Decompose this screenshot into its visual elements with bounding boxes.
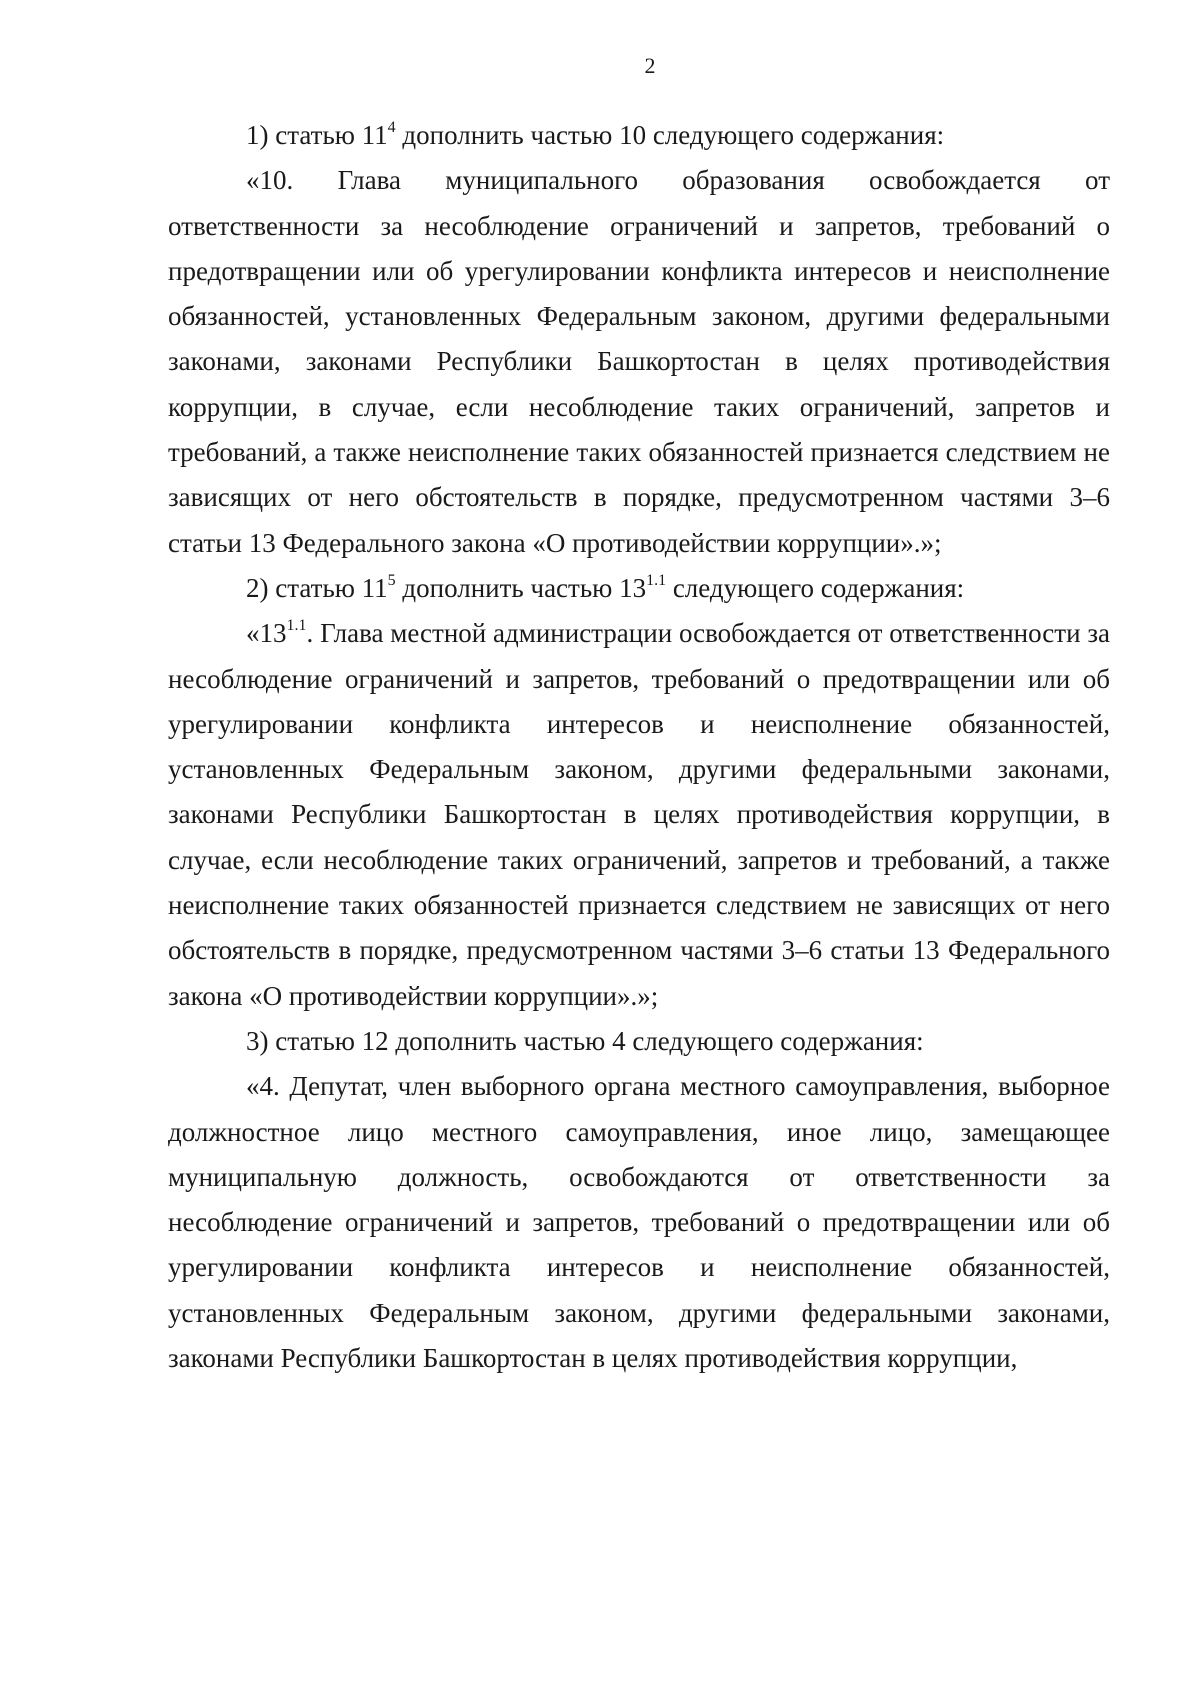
amendment-item-1: 1) статью $11^4$ дополнить частью 10 следующего содержания: [246, 119, 945, 150]
amendment-text-part-13-1-1: «$13^{1.1}$. Глава местной администрации освобождается от ответственности за несоблюдение ограничений и запретов, требований о предотвращении или об урегулировании конфликта интересов и неисполнение обязанностей, установленных Федеральным законом, другими федеральными законами, законами Республики Башкортостан в целях противодействия коррупции, в случае, если несоблюдение таких ограничений, запретов и требований, а также неисполнение таких обязанностей признается следствием не зависящих от него обстоятельств в порядке, предусмотренном частями 3–6 статьи 13 Федерального закона «О противодействии коррупции».»; [168, 617, 1110, 1011]
page-number: 2 [644, 53, 656, 78]
document-body [168, 113, 1110, 1381]
amendment-item-3: 3) статью 12 дополнить частью 4 следующего содержания: [246, 1025, 924, 1056]
amendment-text-part-10: «10. Глава муниципального образования освобождается от ответственности за несоблюдение ограничений и запретов, требований о предотвращении или об урегулировании конфликта интересов и неисполнение обязанностей, установленных Федеральным законом, другими федеральными законами, законами Республики Башкортостан в целях противодействия коррупции, в случае, если несоблюдение таких ограничений, запретов и требований, а также неисполнение таких обязанностей признается следствием не зависящих от него обстоятельств в порядке, предусмотренном частями 3–6 статьи 13 Федерального закона «О противодействии коррупции».»; [168, 165, 1110, 558]
amendment-text-part-4: «4. Депутат, член выборного органа местного самоуправления, выборное должностное лицо местного самоуправления, иное лицо, замещающее муниципальную должность, освобождаются от ответственности за несоблюдение ограничений и запретов, требований о предотвращении или об урегулировании конфликта интересов и неисполнение обязанностей, установленных Федеральным законом, другими федеральными законами, законами Республики Башкортостан в целях противодействия коррупции, [168, 1071, 1110, 1374]
amendment-item-2: 2) статью $11^5$ дополнить частью $13^{1.1}$ следующего содержания: [246, 571, 965, 603]
